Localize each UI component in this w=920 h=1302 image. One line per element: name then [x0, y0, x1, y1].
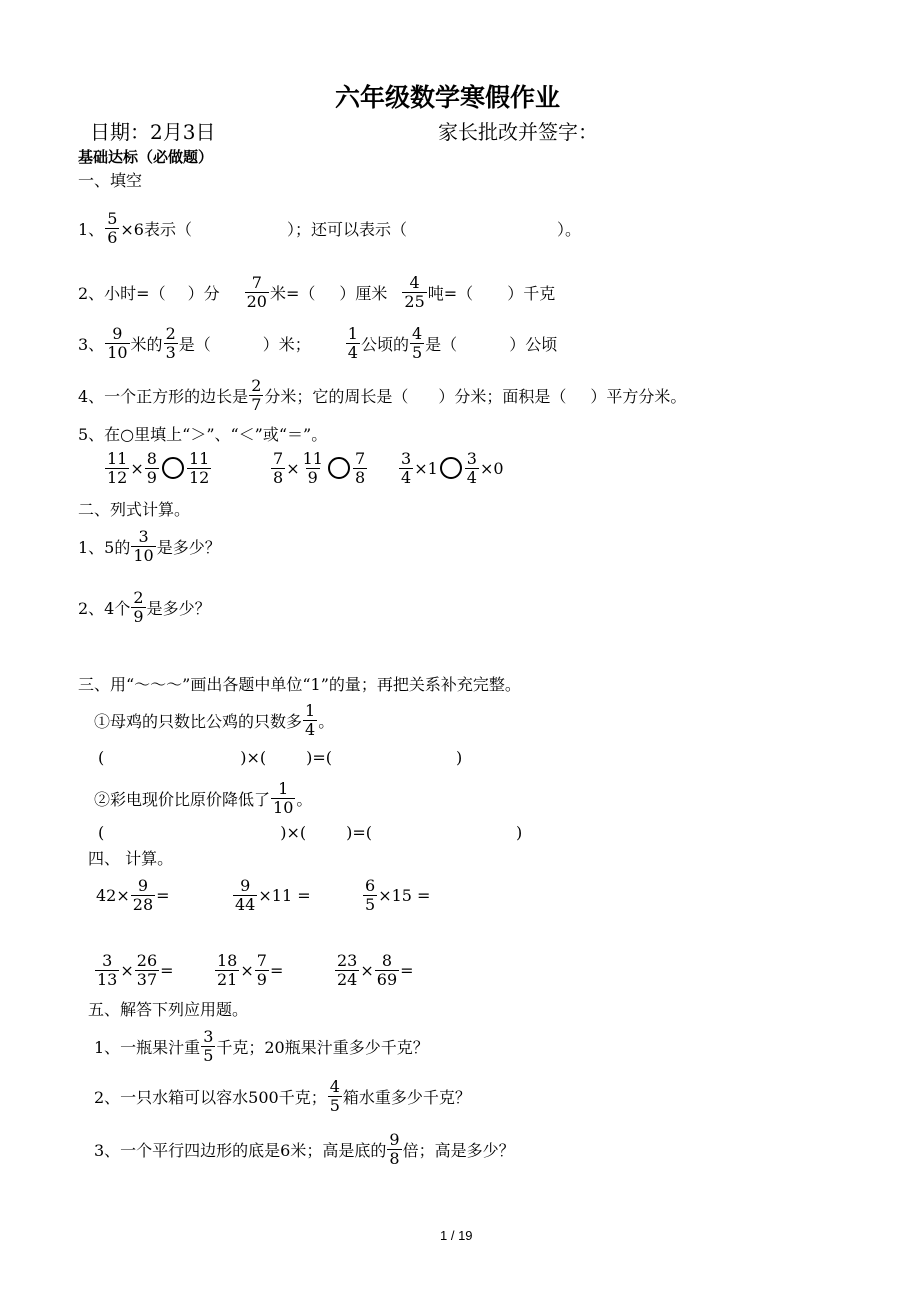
fill-question-2: 2、小时=（ ）分 $\frac{7}{20}$ 米=（ ）厘米 $\frac{4}{25}$ 吨=（ ）千克	[78, 272, 556, 311]
compute-4: $\frac{3}{13}$ × $\frac{26}{37}$ =	[97, 950, 174, 989]
relation-blanks-2: ( )×( )=( )	[98, 822, 523, 842]
word-problem-3: 3、一个平行四边形的底是6米；高是底的 $\frac{9}{8}$ 倍；高是多少？	[94, 1129, 515, 1168]
compute-6: $\frac{23}{24}$ × $\frac{8}{69}$ =	[337, 950, 414, 989]
fraction: $\frac{7}{20}$	[246, 272, 267, 311]
section-2-heading: 二、列式计算。	[78, 500, 191, 519]
fraction: $\frac{3}{5}$	[203, 1026, 214, 1065]
compare-expression-1: $\frac{11}{12}$ × $\frac{8}{9}$ $\frac{11}{12}$	[107, 448, 210, 487]
fraction: $\frac{1}{10}$	[273, 778, 294, 817]
compute-1: 42× $\frac{9}{28}$ =	[96, 875, 170, 914]
date-label: 日期：2月3日	[90, 120, 216, 144]
fraction: $\frac{2}{7}$	[251, 375, 262, 414]
fraction: $\frac{9}{28}$	[132, 875, 154, 914]
fraction: $\frac{3}{13}$	[97, 950, 118, 989]
word-problem-2: 2、一只水箱可以容水500千克； $\frac{4}{5}$ 箱水重多少千克？	[94, 1076, 471, 1115]
compare-expression-2: $\frac{7}{8}$ × $\frac{11}{9}$ $\frac{7}{8}$	[273, 448, 366, 487]
compare-expression-3: $\frac{3}{4}$ ×1 $\frac{3}{4}$ ×0	[401, 448, 504, 487]
section-1-heading: 一、填空	[78, 171, 143, 190]
fill-question-5: 5、在○里填上“＞”、“＜”或“＝”。	[78, 425, 328, 444]
answer-circle[interactable]	[440, 457, 462, 479]
fraction: $\frac{8}{9}$	[146, 448, 157, 487]
fraction: $\frac{3}{10}$	[133, 526, 154, 565]
section-must-heading: 基础达标（必做题）	[78, 148, 214, 166]
compute-5: $\frac{18}{21}$ × $\frac{7}{9}$ =	[217, 950, 284, 989]
fraction: $\frac{3}{4}$	[401, 448, 412, 487]
fill-question-1: 1、 $\frac{5}{6}$ ×6表示（ ）；还可以表示（ ）。	[78, 208, 581, 247]
page-number: 1 / 19	[440, 1228, 473, 1243]
fraction: $\frac{4}{5}$	[329, 1076, 340, 1115]
fill-question-4: 4、一个正方形的边长是 $\frac{2}{7}$ 分米；它的周长是（ ）分米；面积是（ ）平方分米。	[78, 375, 687, 414]
fraction: $\frac{4}{25}$	[404, 272, 425, 311]
calc-question-1: 1、5的 $\frac{3}{10}$ 是多少？	[78, 526, 221, 565]
fraction: $\frac{6}{5}$	[365, 875, 376, 914]
fraction: $\frac{11}{12}$	[107, 448, 128, 487]
fraction: $\frac{3}{4}$	[466, 448, 477, 487]
answer-circle[interactable]	[328, 457, 350, 479]
fraction: $\frac{23}{24}$	[337, 950, 358, 989]
relation-blanks-1: ( )×( )=( )	[98, 747, 463, 767]
fraction: $\frac{7}{9}$	[256, 950, 267, 989]
relation-question-2: ②彩电现价比原价降低了 $\frac{1}{10}$ 。	[94, 778, 313, 817]
section-3-heading: 三、用“～～～”画出各题中单位“1”的量；再把关系补充完整。	[78, 675, 521, 694]
section-5-heading: 五、解答下列应用题。	[88, 1000, 249, 1019]
answer-circle[interactable]	[162, 457, 184, 479]
relation-question-1: ①母鸡的只数比公鸡的只数多 $\frac{1}{4}$ 。	[94, 700, 335, 739]
fraction: $\frac{7}{8}$	[273, 448, 284, 487]
section-4-heading: 四、 计算。	[88, 849, 174, 868]
word-problem-1: 1、一瓶果汁重 $\frac{3}{5}$ 千克；20瓶果汁重多少千克？	[94, 1026, 429, 1065]
fraction: $\frac{18}{21}$	[217, 950, 238, 989]
signature-label: 家长批改并签字：	[438, 120, 598, 144]
page-title: 六年级数学寒假作业	[335, 83, 561, 112]
fraction: $\frac{4}{5}$	[411, 323, 423, 362]
fraction: $\frac{11}{9}$	[302, 448, 323, 487]
fraction: $\frac{9}{10}$	[107, 323, 128, 362]
fraction: $\frac{1}{4}$	[305, 700, 316, 739]
fraction: $\frac{1}{4}$	[347, 323, 358, 362]
fraction: $\frac{11}{12}$	[188, 448, 210, 487]
fraction: $\frac{2}{3}$	[165, 323, 176, 362]
compute-2: $\frac{9}{44}$ ×11 =	[235, 875, 311, 914]
fraction: $\frac{7}{8}$	[354, 448, 366, 487]
fraction: $\frac{8}{69}$	[376, 950, 398, 989]
compute-3: $\frac{6}{5}$ ×15 =	[365, 875, 431, 914]
calc-question-2: 2、4个 $\frac{2}{9}$ 是多少？	[78, 587, 211, 626]
fraction: $\frac{9}{44}$	[235, 875, 256, 914]
fraction: $\frac{26}{37}$	[136, 950, 158, 989]
fraction: $\frac{5}{6}$	[107, 208, 118, 247]
fraction: $\frac{9}{8}$	[389, 1129, 400, 1168]
fraction: $\frac{2}{9}$	[133, 587, 144, 626]
fill-question-3: 3、 $\frac{9}{10}$ 米的 $\frac{2}{3}$ 是（ ）米； $\frac{1}{4}$ 公顷的 $\frac{4}{5}$ 是（ ）公顷	[78, 323, 558, 362]
